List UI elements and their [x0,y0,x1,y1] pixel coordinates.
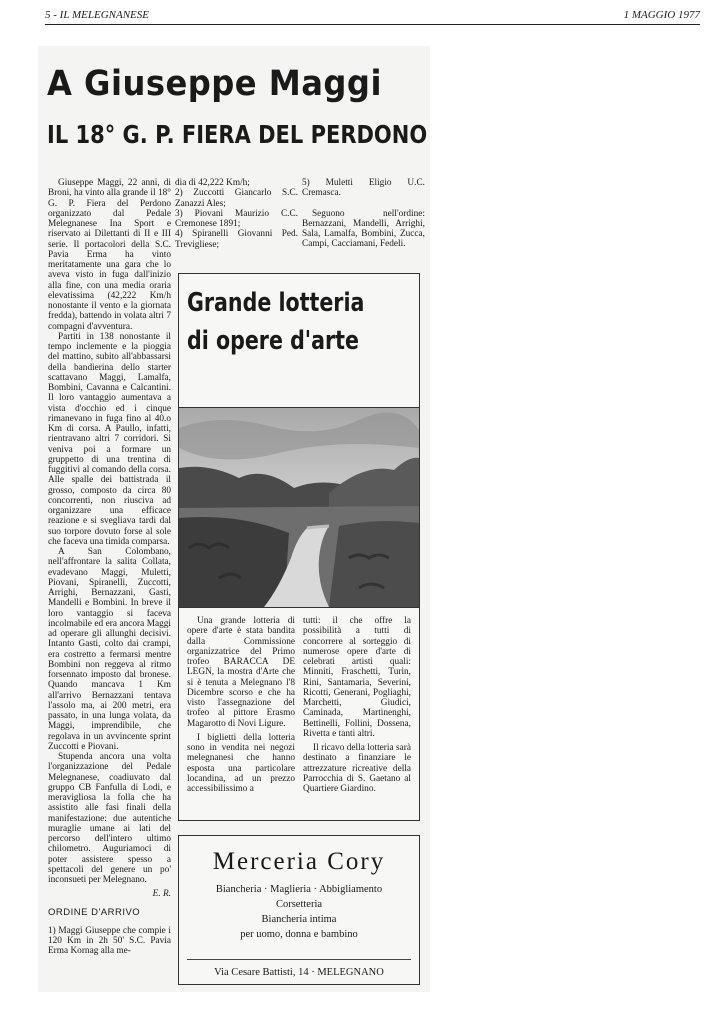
result-following: Seguono nell'ordine: Bernazzani, Mandelli, Arrighi, Sala, Lamalfa, Bombini, Zucca, Campi, Cacciamani, Fedeli. [302,208,425,250]
lottery-column-right [303,616,411,794]
issue-date: 1 MAGGIO 1977 [623,9,700,21]
article-signature: E. R. [152,889,171,900]
landscape-painting-photo [179,407,419,608]
ad-line: Biancheria · Maglieria · Abbigliamento [215,884,383,895]
lottery-paragraph: tutti: il che offre la possibilità a tutti di concorrere al sorteggio di numerose opere d'arte di celebrati artisti quali: Minniti, Fraschetti, Turin, Rini, Santamaria, Severini, Ricotti, Generani, Pogliaghi, Marchetti, Giudici, Caminada, Martinenghi, Bettinelli, Follini, Dossena, Rivetta e tanti altri. [303,616,411,739]
lottery-column-left [187,616,295,794]
result-line: 1) Maggi Giuseppe che compie i 120 Km in 2h 50' S.C. Pavia Erma Kornag alla me- [48,925,171,957]
ad-shop-name: Merceria Cory [212,848,386,875]
result-line: 4) Spiranelli Giovanni Ped. Trevigliese; [175,229,298,250]
page-header [45,8,700,25]
article-subheadline: IL 18° G. P. FIERA DEL PERDONO [47,120,428,149]
result-line: 5) Muletti Eligio U.C. Cremasca. [302,178,425,199]
lottery-paragraph: I biglietti della lotteria sono in vendita nei negozi melegnanesi che hanno esposta una particolare locandina, ad un prezzo accessibilissimo a [187,732,295,794]
article-paragraph: Partiti in 138 nonostante il tempo inclemente e la pioggia del mattino, subito all'abbassarsi della bandierina dello starter scattavano Maggi, Lamalfa, Bombini, Cavanna e Calcantini. Il loro vantaggio aumentava a vista d'occhio ed i cinque rimanevano in fuga fino al 40.o Km di corsa. A Paullo, infatti, rientravano altri 7 corridori. Si veniva poi a formare un gruppetto di una trentina di fuggitivi al comando della corsa. Alle spalle dei battistrada il grosso, composto da circa 80 concorrenti, non riusciva ad organizzare una efficace reazione e si svegliava tardi dal suo torpore dovuto forse al sole che faceva una timida comparsa. [48,331,171,547]
article-paragraph: A San Colombano, nell'affrontare la salita Collata, evadevano Maggi, Muletti, Piovani, Spiranelli, Zuccotti, Arrighi, Bernazzani, Gasti, Mandelli e Bombini. In breve il loro vantaggio si faceva incolmabile ed era ancora Maggi ad operare gli allunghi decisivi. Intanto Gasti, colto dai crampi, era costretto a fermarsi mentre Bombini non reggeva al ritmo forsennato imposto dal bronese. Quando mancava 1 Km all'arrivo Bernazzani tentava l'assolo ma, ai 200 metri, era passato, in una lunga volata, da Maggi, imprendibile, che regolava in un avvincente sprint Zuccotti e Piovani. [48,547,171,752]
article-headline: A Giuseppe Maggi [47,64,382,104]
lottery-paragraph: Una grande lotteria di opere d'arte è stata bandita dalla Commissione organizzatrice del Primo trofeo BARACCA DE LEGN, la mostra d'Arte che si è tenuta a Melegnano l'8 Dicembre scorso e che ha visto l'assegnazione del trofeo al pittore Erasmo Magarotto di Novi Ligure. [187,616,295,729]
merceria-advertisement [178,835,420,985]
ad-divider [187,959,411,960]
newspaper-page-label: 5 - IL MELEGNANESE [45,9,149,21]
article-column-1 [48,178,171,957]
ad-line: per uomo, donna e bambino [240,929,358,940]
lottery-title-line-2: di opere d'arte [187,326,359,356]
ad-line: Biancheria intima [261,914,337,925]
ad-address: Via Cesare Battisti, 14 · MELEGNANO [214,967,384,978]
result-line: 2) Zuccotti Giancarlo S.C. Zanazzi Ales; [175,188,298,209]
lottery-box [178,273,420,821]
lottery-title [187,284,384,360]
lottery-paragraph: Il ricavo della lotteria sarà destinato a finanziare le attrezzature ricreative della Parrocchia di S. Gaetano al Quartiere Giardino. [303,743,411,794]
article-paragraph: Stupenda ancora una volta l'organizzazione del Pedale Melegnanese, coadiuvato dal gruppo CB Fanfulla di Lodi, e meravigliosa la folla che ha assistito alle fasi finali della manifestazione: due autentiche muraglie umane ai lati del percorso dell'intero ultimo chilometro. Auguriamoci di poter assistere spesso a spettacoli del genere un po' inconsueti per Melegnano. [48,752,171,885]
article-column-2 [175,178,298,250]
results-heading: ORDINE D'ARRIVO [48,906,141,918]
ad-line: Corsetteria [275,899,323,910]
result-line: 3) Piovani Maurizio C.C. Cremonese 1891; [175,208,298,229]
article-paragraph: Giuseppe Maggi, 22 anni, di Broni, ha vinto alla grande il 18° G. P. Fiera del Perdono organizzato dal Pedale Melegnanese Ina Sport e riservato ai Dilettanti di II e III serie. Il portacolori della S.C. Pavia Erma ha vinto meritatamente una gara che lo aveva visto in fuga dall'inizio alla fine, con una media oraria elevatissima (42,222 Km/h nonostante il vento e la giornata fredda), battendo in volata altri 7 compagni d'avventura. [48,178,171,332]
article-column-3 [302,178,425,250]
lottery-title-line-1: Grande lotteria [187,288,365,318]
result-line: dia di 42,222 Km/h; [175,178,250,188]
